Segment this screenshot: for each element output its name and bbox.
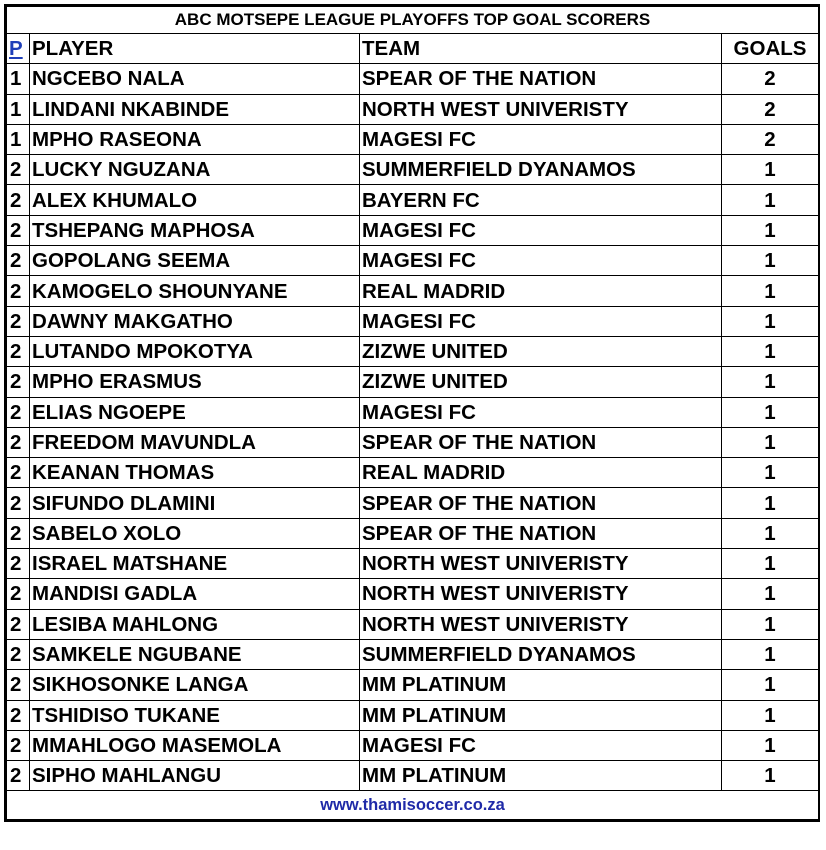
row-player: TSHIDISO TUKANE: [30, 700, 360, 730]
table-row: [7, 215, 819, 245]
scorers-table: [6, 6, 819, 820]
row-position: 2: [7, 246, 30, 276]
row-player: SIFUNDO DLAMINI: [30, 488, 360, 518]
scorers-table-container: [4, 4, 820, 822]
row-goals: 1: [722, 761, 819, 791]
row-goals: 1: [722, 488, 819, 518]
site-url[interactable]: www.thamisoccer.co.za: [7, 791, 819, 820]
row-position: 2: [7, 185, 30, 215]
row-goals: 1: [722, 185, 819, 215]
row-player: SIPHO MAHLANGU: [30, 761, 360, 791]
table-row: [7, 397, 819, 427]
row-player: ELIAS NGOEPE: [30, 397, 360, 427]
row-team: MM PLATINUM: [360, 700, 722, 730]
table-row: [7, 185, 819, 215]
table-row: [7, 670, 819, 700]
row-team: SUMMERFIELD DYANAMOS: [360, 155, 722, 185]
header-pos[interactable]: [7, 34, 30, 64]
table-row: [7, 367, 819, 397]
table-row: [7, 518, 819, 548]
row-player: LUCKY NGUZANA: [30, 155, 360, 185]
row-position: 1: [7, 64, 30, 94]
row-goals: 1: [722, 458, 819, 488]
row-goals: 1: [722, 276, 819, 306]
table-row: [7, 427, 819, 457]
row-team: NORTH WEST UNIVERISTY: [360, 549, 722, 579]
row-goals: 1: [722, 306, 819, 336]
row-team: MAGESI FC: [360, 730, 722, 760]
row-position: 1: [7, 94, 30, 124]
row-position: 2: [7, 215, 30, 245]
row-position: 2: [7, 276, 30, 306]
row-team: SPEAR OF THE NATION: [360, 488, 722, 518]
row-team: MAGESI FC: [360, 306, 722, 336]
row-position: 2: [7, 367, 30, 397]
table-row: [7, 761, 819, 791]
row-player: SIKHOSONKE LANGA: [30, 670, 360, 700]
row-player: SABELO XOLO: [30, 518, 360, 548]
row-team: NORTH WEST UNIVERISTY: [360, 609, 722, 639]
row-position: 2: [7, 458, 30, 488]
header-player: PLAYER: [30, 34, 360, 64]
row-goals: 1: [722, 670, 819, 700]
table-row: [7, 306, 819, 336]
row-position: 2: [7, 670, 30, 700]
row-position: 2: [7, 549, 30, 579]
row-player: KAMOGELO SHOUNYANE: [30, 276, 360, 306]
row-position: 2: [7, 609, 30, 639]
row-position: 2: [7, 761, 30, 791]
row-player: ISRAEL MATSHANE: [30, 549, 360, 579]
row-goals: 1: [722, 579, 819, 609]
row-player: MPHO ERASMUS: [30, 367, 360, 397]
row-player: FREEDOM MAVUNDLA: [30, 427, 360, 457]
row-player: MPHO RASEONA: [30, 124, 360, 154]
table-row: [7, 276, 819, 306]
row-goals: 1: [722, 609, 819, 639]
row-position: 2: [7, 155, 30, 185]
footer-row: [7, 791, 819, 820]
table-row: [7, 579, 819, 609]
row-position: 2: [7, 488, 30, 518]
row-team: MAGESI FC: [360, 246, 722, 276]
row-position: 2: [7, 397, 30, 427]
row-position: 1: [7, 124, 30, 154]
row-goals: 2: [722, 64, 819, 94]
row-goals: 1: [722, 246, 819, 276]
row-position: 2: [7, 700, 30, 730]
row-team: SPEAR OF THE NATION: [360, 518, 722, 548]
table-row: [7, 336, 819, 366]
row-team: MAGESI FC: [360, 397, 722, 427]
row-player: ALEX KHUMALO: [30, 185, 360, 215]
row-position: 2: [7, 336, 30, 366]
row-team: NORTH WEST UNIVERISTY: [360, 579, 722, 609]
row-position: 2: [7, 579, 30, 609]
row-player: LINDANI NKABINDE: [30, 94, 360, 124]
table-row: [7, 639, 819, 669]
row-goals: 2: [722, 94, 819, 124]
row-team: ZIZWE UNITED: [360, 367, 722, 397]
row-position: 2: [7, 730, 30, 760]
row-goals: 1: [722, 730, 819, 760]
row-player: DAWNY MAKGATHO: [30, 306, 360, 336]
row-goals: 1: [722, 427, 819, 457]
row-position: 2: [7, 306, 30, 336]
header-goals: GOALS: [722, 34, 819, 64]
row-player: GOPOLANG SEEMA: [30, 246, 360, 276]
table-row: [7, 549, 819, 579]
row-team: MM PLATINUM: [360, 761, 722, 791]
header-row: [7, 34, 819, 64]
row-position: 2: [7, 427, 30, 457]
row-player: TSHEPANG MAPHOSA: [30, 215, 360, 245]
row-player: NGCEBO NALA: [30, 64, 360, 94]
row-player: LESIBA MAHLONG: [30, 609, 360, 639]
row-player: LUTANDO MPOKOTYA: [30, 336, 360, 366]
table-row: [7, 700, 819, 730]
row-position: 2: [7, 518, 30, 548]
row-goals: 1: [722, 549, 819, 579]
table-row: [7, 246, 819, 276]
header-team: TEAM: [360, 34, 722, 64]
table-row: [7, 730, 819, 760]
row-player: KEANAN THOMAS: [30, 458, 360, 488]
row-goals: 1: [722, 155, 819, 185]
row-position: 2: [7, 639, 30, 669]
row-goals: 1: [722, 215, 819, 245]
table-title: ABC MOTSEPE LEAGUE PLAYOFFS TOP GOAL SCORERS: [7, 7, 819, 34]
table-row: [7, 64, 819, 94]
row-player: SAMKELE NGUBANE: [30, 639, 360, 669]
row-team: SPEAR OF THE NATION: [360, 64, 722, 94]
row-goals: 2: [722, 124, 819, 154]
row-goals: 1: [722, 397, 819, 427]
row-team: MM PLATINUM: [360, 670, 722, 700]
table-row: [7, 124, 819, 154]
row-team: REAL MADRID: [360, 458, 722, 488]
row-team: SUMMERFIELD DYANAMOS: [360, 639, 722, 669]
row-team: BAYERN FC: [360, 185, 722, 215]
row-goals: 1: [722, 639, 819, 669]
row-player: MANDISI GADLA: [30, 579, 360, 609]
row-team: SPEAR OF THE NATION: [360, 427, 722, 457]
row-goals: 1: [722, 518, 819, 548]
table-row: [7, 488, 819, 518]
table-row: [7, 458, 819, 488]
row-goals: 1: [722, 367, 819, 397]
row-team: MAGESI FC: [360, 215, 722, 245]
title-row: [7, 7, 819, 34]
row-goals: 1: [722, 336, 819, 366]
row-team: ZIZWE UNITED: [360, 336, 722, 366]
table-row: [7, 94, 819, 124]
row-player: MMAHLOGO MASEMOLA: [30, 730, 360, 760]
sort-pos-link[interactable]: P: [9, 37, 23, 61]
row-team: REAL MADRID: [360, 276, 722, 306]
row-team: NORTH WEST UNIVERISTY: [360, 94, 722, 124]
table-row: [7, 609, 819, 639]
table-row: [7, 155, 819, 185]
row-goals: 1: [722, 700, 819, 730]
scorers-rows: [7, 64, 819, 791]
row-team: MAGESI FC: [360, 124, 722, 154]
